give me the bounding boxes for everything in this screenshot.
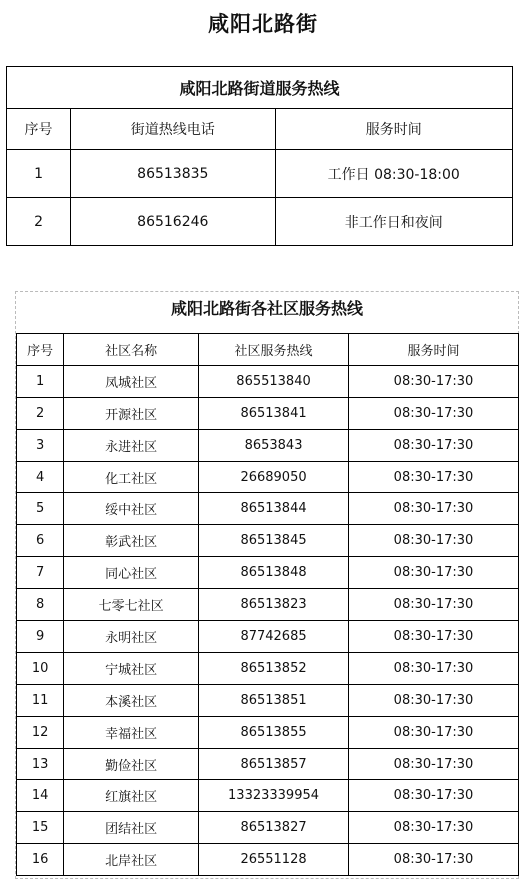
table-row xyxy=(17,525,519,557)
community-phone: 86513823 xyxy=(199,589,349,621)
community-hotline-table xyxy=(16,333,519,876)
service-time: 08:30-17:30 xyxy=(348,397,518,429)
community-name: 红旗社区 xyxy=(64,780,199,812)
row-index: 10 xyxy=(17,652,64,684)
table-row xyxy=(17,684,519,716)
community-phone: 26689050 xyxy=(199,461,349,493)
row-index: 2 xyxy=(7,198,71,246)
table-row xyxy=(17,397,519,429)
community-name: 团结社区 xyxy=(64,812,199,844)
column-header: 服务时间 xyxy=(275,109,513,150)
community-phone: 86513841 xyxy=(199,397,349,429)
service-time: 08:30-17:30 xyxy=(348,780,518,812)
community-phone: 86513851 xyxy=(199,684,349,716)
table-row xyxy=(17,365,519,397)
table-row xyxy=(17,557,519,589)
community-name: 本溪社区 xyxy=(64,684,199,716)
community-name: 勤俭社区 xyxy=(64,748,199,780)
table-row xyxy=(17,493,519,525)
table-row xyxy=(17,812,519,844)
service-time: 08:30-17:30 xyxy=(348,621,518,653)
service-time: 08:30-17:30 xyxy=(348,716,518,748)
row-index: 2 xyxy=(17,397,64,429)
row-index: 15 xyxy=(17,812,64,844)
service-time: 08:30-17:30 xyxy=(348,844,518,876)
community-name: 宁城社区 xyxy=(64,652,199,684)
table-row xyxy=(17,429,519,461)
community-hotline-header-row xyxy=(17,334,519,366)
service-time: 08:30-17:30 xyxy=(348,461,518,493)
service-time: 08:30-17:30 xyxy=(348,684,518,716)
community-phone: 86513855 xyxy=(199,716,349,748)
table-row xyxy=(17,621,519,653)
table-row xyxy=(17,780,519,812)
row-index: 3 xyxy=(17,429,64,461)
community-phone: 13323339954 xyxy=(199,780,349,812)
community-hotline-caption: 咸阳北路街各社区服务热线 xyxy=(170,299,363,318)
community-phone: 86513844 xyxy=(199,493,349,525)
column-header: 街道热线电话 xyxy=(71,109,275,150)
service-time: 08:30-17:30 xyxy=(348,493,518,525)
table-row xyxy=(17,461,519,493)
street-hotline-table xyxy=(6,66,513,246)
row-index: 14 xyxy=(17,780,64,812)
community-phone: 26551128 xyxy=(199,844,349,876)
service-time: 08:30-17:30 xyxy=(348,365,518,397)
row-index: 6 xyxy=(17,525,64,557)
service-time: 08:30-17:30 xyxy=(348,429,518,461)
community-phone: 86513857 xyxy=(199,748,349,780)
table-row xyxy=(17,589,519,621)
community-name: 幸福社区 xyxy=(64,716,199,748)
community-phone: 86513845 xyxy=(199,525,349,557)
column-header: 服务时间 xyxy=(348,334,518,366)
community-name: 七零七社区 xyxy=(64,589,199,621)
row-index: 16 xyxy=(17,844,64,876)
table-row xyxy=(17,652,519,684)
row-index: 11 xyxy=(17,684,64,716)
community-name: 绥中社区 xyxy=(64,493,199,525)
row-index: 1 xyxy=(17,365,64,397)
service-time: 08:30-17:30 xyxy=(348,525,518,557)
service-time: 非工作日和夜间 xyxy=(275,198,513,246)
community-phone: 87742685 xyxy=(199,621,349,653)
phone-number: 86516246 xyxy=(71,198,275,246)
service-time: 08:30-17:30 xyxy=(348,589,518,621)
service-time: 工作日 08:30-18:00 xyxy=(275,150,513,198)
row-index: 8 xyxy=(17,589,64,621)
table-row xyxy=(17,748,519,780)
community-phone: 86513848 xyxy=(199,557,349,589)
row-index: 1 xyxy=(7,150,71,198)
community-name: 开源社区 xyxy=(64,397,199,429)
column-header: 序号 xyxy=(17,334,64,366)
community-name: 彰武社区 xyxy=(64,525,199,557)
table-row xyxy=(7,150,513,198)
row-index: 4 xyxy=(17,461,64,493)
community-name: 北岸社区 xyxy=(64,844,199,876)
community-name: 永明社区 xyxy=(64,621,199,653)
column-header: 社区服务热线 xyxy=(199,334,349,366)
column-header: 序号 xyxy=(7,109,71,150)
community-name: 同心社区 xyxy=(64,557,199,589)
community-name: 凤城社区 xyxy=(64,365,199,397)
community-phone: 86513852 xyxy=(199,652,349,684)
row-index: 12 xyxy=(17,716,64,748)
community-phone: 86513827 xyxy=(199,812,349,844)
row-index: 13 xyxy=(17,748,64,780)
row-index: 5 xyxy=(17,493,64,525)
table-row xyxy=(17,716,519,748)
service-time: 08:30-17:30 xyxy=(348,557,518,589)
row-index: 9 xyxy=(17,621,64,653)
community-phone: 865513840 xyxy=(199,365,349,397)
community-name: 化工社区 xyxy=(64,461,199,493)
service-time: 08:30-17:30 xyxy=(348,748,518,780)
column-header: 社区名称 xyxy=(64,334,199,366)
page-title: 咸阳北路街 xyxy=(208,11,318,36)
row-index: 7 xyxy=(17,557,64,589)
community-name: 永进社区 xyxy=(64,429,199,461)
service-time: 08:30-17:30 xyxy=(348,652,518,684)
community-phone: 8653843 xyxy=(199,429,349,461)
table-row xyxy=(17,844,519,876)
table-row xyxy=(7,198,513,246)
street-hotline-header-row xyxy=(7,109,513,150)
street-hotline-caption: 咸阳北路街道服务热线 xyxy=(7,67,513,109)
phone-number: 86513835 xyxy=(71,150,275,198)
service-time: 08:30-17:30 xyxy=(348,812,518,844)
